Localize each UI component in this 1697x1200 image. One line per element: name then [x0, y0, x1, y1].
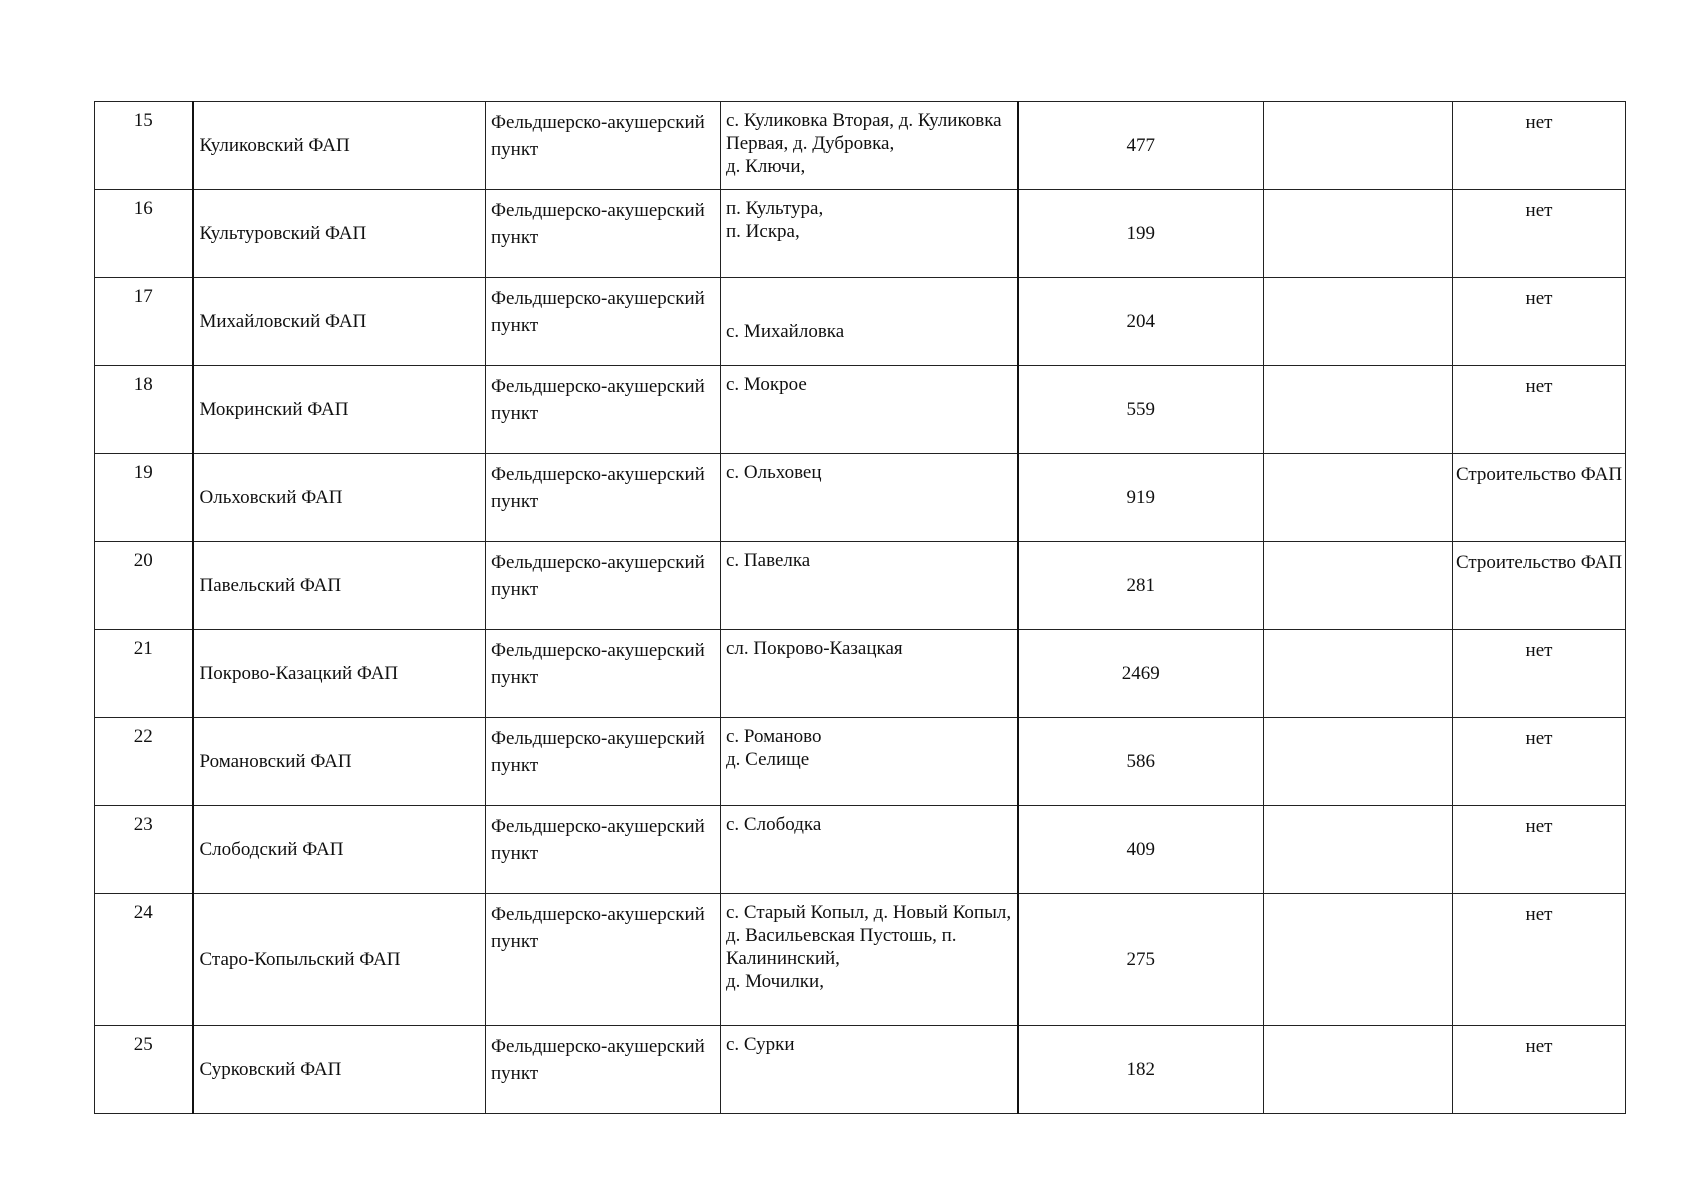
- location-line: с. Слободка: [726, 814, 822, 835]
- facility-type: Фельдшерско-акушерский пункт: [486, 806, 721, 894]
- empty-cell: [1264, 190, 1453, 278]
- facility-type: Фельдшерско-акушерский пункт: [486, 542, 721, 630]
- facility-type: Фельдшерско-акушерский пункт: [486, 718, 721, 806]
- location-line: д. Селище: [726, 749, 810, 770]
- location-line: п. Искра,: [726, 221, 800, 242]
- location-line: с. Куликовка Вторая, д. Куликовка Первая, д. Дубровка,: [726, 110, 1002, 154]
- facility-name: Ольховский ФАП: [193, 454, 486, 542]
- facility-type: Фельдшерско-акушерский пункт: [486, 190, 721, 278]
- population-count: 275: [1018, 894, 1264, 1026]
- empty-cell: [1264, 630, 1453, 718]
- facility-name: Покрово-Казацкий ФАП: [193, 630, 486, 718]
- empty-cell: [1264, 718, 1453, 806]
- row-number: 24: [95, 894, 193, 1026]
- location-line: д. Васильевская Пустошь, п. Калининский,: [726, 925, 957, 969]
- note-cell: нет: [1453, 190, 1626, 278]
- population-count: 281: [1018, 542, 1264, 630]
- facility-location: [721, 542, 1018, 630]
- note-cell: нет: [1453, 102, 1626, 190]
- location-line: д. Мочилки,: [726, 971, 824, 992]
- note-cell: нет: [1453, 806, 1626, 894]
- facility-type: Фельдшерско-акушерский пункт: [486, 102, 721, 190]
- facility-location: [721, 630, 1018, 718]
- table-row: [95, 190, 1626, 278]
- location-line: с. Михайловка: [726, 321, 845, 342]
- row-number: 16: [95, 190, 193, 278]
- location-line: п. Культура,: [726, 198, 824, 219]
- table-row: [95, 102, 1626, 190]
- population-count: 919: [1018, 454, 1264, 542]
- table-row: [95, 630, 1626, 718]
- empty-cell: [1264, 366, 1453, 454]
- facility-location: [721, 366, 1018, 454]
- facility-name: Романовский ФАП: [193, 718, 486, 806]
- location-line: с. Мокрое: [726, 374, 807, 395]
- note-cell: Строительство ФАП: [1453, 454, 1626, 542]
- table-row: [95, 1026, 1626, 1114]
- population-count: 586: [1018, 718, 1264, 806]
- note-cell: Строительство ФАП: [1453, 542, 1626, 630]
- row-number: 17: [95, 278, 193, 366]
- population-count: 409: [1018, 806, 1264, 894]
- population-count: 2469: [1018, 630, 1264, 718]
- table-row: [95, 718, 1626, 806]
- location-line: с. Старый Копыл, д. Новый Копыл,: [726, 902, 1012, 923]
- location-line: д. Ключи,: [726, 156, 806, 177]
- note-cell: нет: [1453, 894, 1626, 1026]
- table-row: [95, 542, 1626, 630]
- population-count: 559: [1018, 366, 1264, 454]
- facility-type: Фельдшерско-акушерский пункт: [486, 454, 721, 542]
- row-number: 20: [95, 542, 193, 630]
- row-number: 25: [95, 1026, 193, 1114]
- facility-type: Фельдшерско-акушерский пункт: [486, 894, 721, 1026]
- note-cell: нет: [1453, 278, 1626, 366]
- facility-name: Слободский ФАП: [193, 806, 486, 894]
- facility-name: Мокринский ФАП: [193, 366, 486, 454]
- empty-cell: [1264, 278, 1453, 366]
- note-cell: нет: [1453, 1026, 1626, 1114]
- row-number: 21: [95, 630, 193, 718]
- facility-location: [721, 278, 1018, 366]
- row-number: 22: [95, 718, 193, 806]
- location-line: сл. Покрово-Казацкая: [726, 638, 903, 659]
- facility-location: [721, 806, 1018, 894]
- facility-location: [721, 1026, 1018, 1114]
- facility-name: Михайловский ФАП: [193, 278, 486, 366]
- empty-cell: [1264, 542, 1453, 630]
- location-line: с. Романово: [726, 726, 822, 747]
- row-number: 19: [95, 454, 193, 542]
- row-number: 15: [95, 102, 193, 190]
- table-row: [95, 366, 1626, 454]
- location-line: с. Ольховец: [726, 462, 822, 483]
- empty-cell: [1264, 102, 1453, 190]
- facility-location: [721, 190, 1018, 278]
- table-row: [95, 806, 1626, 894]
- row-number: 18: [95, 366, 193, 454]
- facility-name: Культуровский ФАП: [193, 190, 486, 278]
- facility-name: Куликовский ФАП: [193, 102, 486, 190]
- facility-location: [721, 102, 1018, 190]
- facility-name: Старо-Копыльский ФАП: [193, 894, 486, 1026]
- facilities-table: [94, 101, 1626, 1114]
- empty-cell: [1264, 806, 1453, 894]
- facility-name: Сурковский ФАП: [193, 1026, 486, 1114]
- population-count: 199: [1018, 190, 1264, 278]
- facility-location: [721, 894, 1018, 1026]
- note-cell: нет: [1453, 718, 1626, 806]
- table-row: [95, 278, 1626, 366]
- note-cell: нет: [1453, 366, 1626, 454]
- population-count: 477: [1018, 102, 1264, 190]
- facility-type: Фельдшерско-акушерский пункт: [486, 278, 721, 366]
- facility-type: Фельдшерско-акушерский пункт: [486, 366, 721, 454]
- facility-location: [721, 454, 1018, 542]
- location-line: с. Сурки: [726, 1034, 795, 1055]
- table-row: [95, 894, 1626, 1026]
- table-row: [95, 454, 1626, 542]
- facility-location: [721, 718, 1018, 806]
- facility-type: Фельдшерско-акушерский пункт: [486, 1026, 721, 1114]
- empty-cell: [1264, 454, 1453, 542]
- population-count: 204: [1018, 278, 1264, 366]
- facility-type: Фельдшерско-акушерский пункт: [486, 630, 721, 718]
- empty-cell: [1264, 894, 1453, 1026]
- population-count: 182: [1018, 1026, 1264, 1114]
- location-line: с. Павелка: [726, 550, 811, 571]
- empty-cell: [1264, 1026, 1453, 1114]
- facility-name: Павельский ФАП: [193, 542, 486, 630]
- note-cell: нет: [1453, 630, 1626, 718]
- row-number: 23: [95, 806, 193, 894]
